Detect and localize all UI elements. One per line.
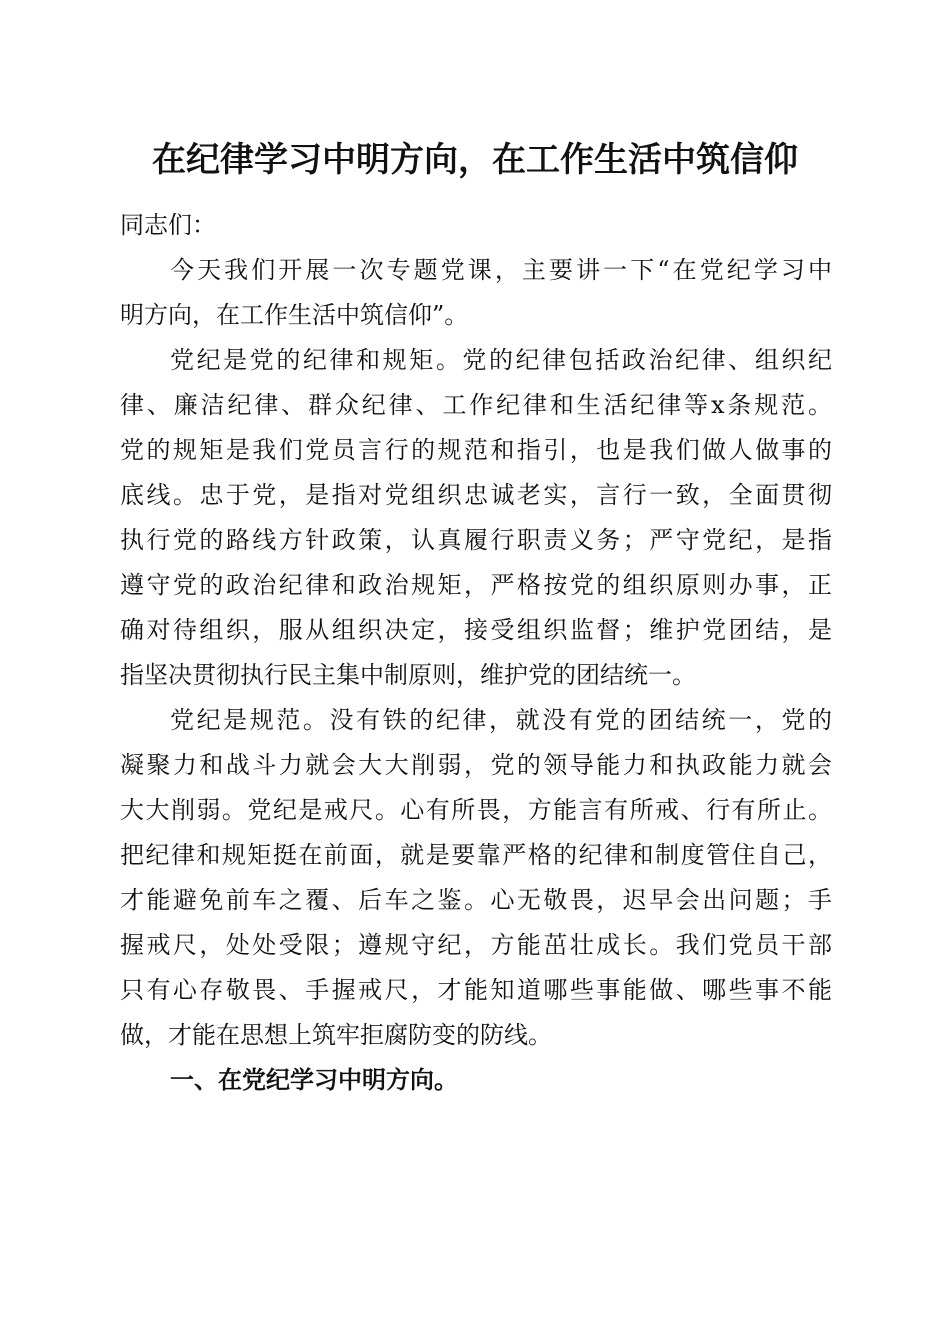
paragraph-line: 把纪律和规矩挺在前面，就是要靠严格的纪律和制度管住自己，	[120, 841, 832, 869]
paragraph-line: 今天我们开展一次专题党课，主要讲一下“在党纪学习中	[170, 256, 832, 284]
document-title: 在纪律学习中明方向，在工作生活中筑信仰	[152, 140, 798, 180]
paragraph-3	[120, 698, 832, 1058]
paragraph-line: 律、廉洁纪律、群众纪律、工作纪律和生活纪律等x条规范。	[120, 391, 832, 419]
paragraph-1	[120, 248, 832, 338]
salutation: 同志们：	[120, 211, 216, 239]
document-body	[120, 203, 832, 1103]
paragraph-line: 指坚决贯彻执行民主集中制原则，维护党的团结统一。	[120, 661, 696, 689]
paragraph-line: 握戒尺，处处受限；遵规守纪，方能茁壮成长。我们党员干部	[120, 931, 832, 959]
paragraph-line: 大大削弱。党纪是戒尺。心有所畏，方能言有所戒、行有所止。	[120, 796, 832, 824]
paragraph-line: 只有心存敬畏、手握戒尺，才能知道哪些事能做、哪些事不能	[120, 976, 832, 1004]
paragraph-line: 党纪是规范。没有铁的纪律，就没有党的团结统一，党的	[170, 706, 832, 734]
paragraph-line: 党纪是党的纪律和规矩。党的纪律包括政治纪律、组织纪	[170, 346, 832, 374]
paragraph-line: 底线。忠于党，是指对党组织忠诚老实，言行一致，全面贯彻	[120, 481, 832, 509]
section-heading: 一、在党纪学习中明方向。	[170, 1066, 458, 1094]
paragraph-line: 做，才能在思想上筑牢拒腐防变的防线。	[120, 1021, 552, 1049]
paragraph-line: 明方向，在工作生活中筑信仰”。	[120, 301, 469, 329]
paragraph-line: 执行党的路线方针政策，认真履行职责义务；严守党纪，是指	[120, 526, 832, 554]
paragraph-line: 凝聚力和战斗力就会大大削弱，党的领导能力和执政能力就会	[120, 751, 832, 779]
paragraph-line: 遵守党的政治纪律和政治规矩，严格按党的组织原则办事，正	[120, 571, 832, 599]
paragraph-line: 党的规矩是我们党员言行的规范和指引，也是我们做人做事的	[120, 436, 832, 464]
paragraph-line: 确对待组织，服从组织决定，接受组织监督；维护党团结，是	[120, 616, 832, 644]
paragraph-line: 才能避免前车之覆、后车之鉴。心无敬畏，迟早会出问题；手	[120, 886, 832, 914]
paragraph-2	[120, 338, 832, 698]
